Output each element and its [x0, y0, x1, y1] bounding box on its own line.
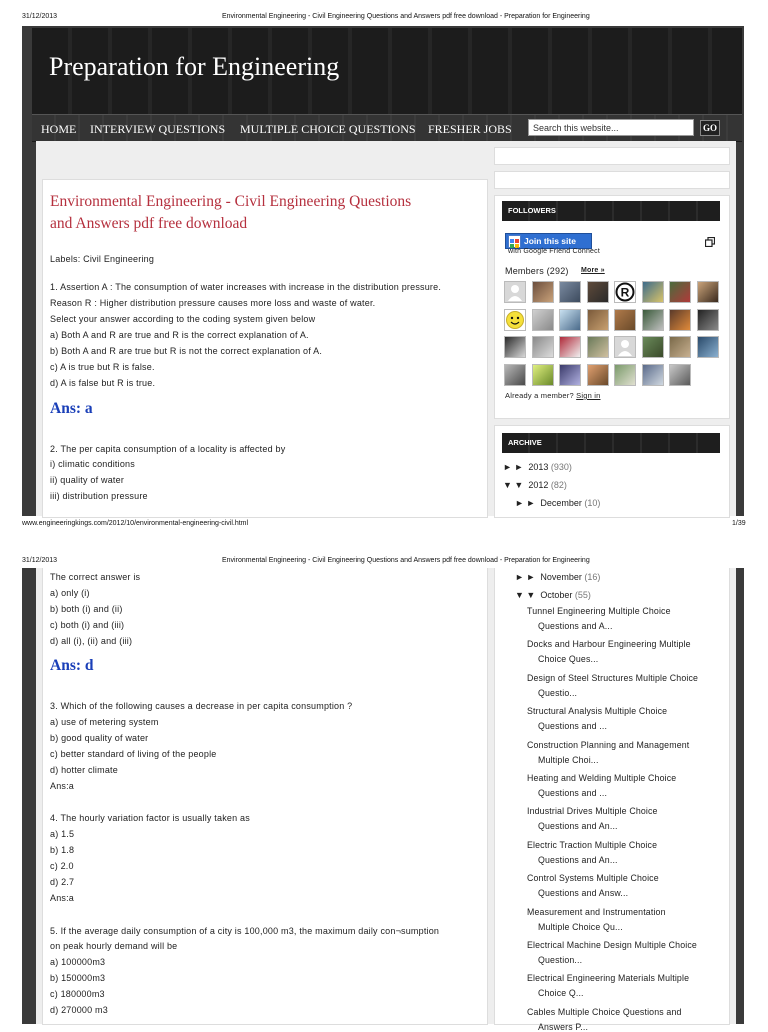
member-avatar[interactable]	[587, 336, 609, 358]
search-input[interactable]	[528, 119, 694, 136]
q5-option-b: b) 150000m3	[50, 973, 106, 983]
followers-widget	[494, 195, 730, 419]
q1-option-c: c) A is true but R is false.	[50, 362, 155, 372]
post-title-line-2: and Answers pdf free download	[50, 215, 248, 232]
archive-month-label[interactable]: December	[540, 498, 582, 508]
q2-question: 2. The per capita consumption of a locality is affected by	[50, 444, 286, 454]
archive-post-link-continued[interactable]: Choice Q...	[538, 988, 584, 999]
q4-option-a: a) 1.5	[50, 829, 75, 839]
archive-year-label[interactable]: 2012	[528, 480, 549, 490]
member-avatar[interactable]	[614, 309, 636, 331]
q1-option-a: a) Both A and R are true and R is the correct explanation of A.	[50, 330, 309, 340]
archive-post-link-continued[interactable]: Multiple Choi...	[538, 754, 599, 765]
q5-option-c: c) 180000m3	[50, 989, 105, 999]
archive-title: ARCHIVE	[502, 433, 720, 453]
member-avatar[interactable]	[504, 309, 526, 331]
member-avatar[interactable]	[532, 336, 554, 358]
archive-month-count: (16)	[584, 572, 601, 582]
print-footer-page: 1/39	[732, 520, 746, 527]
q4-option-c: c) 2.0	[50, 861, 74, 871]
archive-post-link[interactable]: Construction Planning and Management	[527, 739, 690, 750]
q3-answer: Ans:a	[50, 781, 75, 791]
member-avatar[interactable]	[669, 309, 691, 331]
already-member	[505, 391, 600, 400]
go-button[interactable]: GO	[700, 120, 720, 136]
archive-post-link-continued[interactable]: Questions and ...	[538, 788, 608, 798]
q3-question: 3. Which of the following causes a decrease in per capita consumption ?	[50, 701, 353, 711]
q2-item-ii: ii) quality of water	[50, 475, 125, 485]
q4-option-b: b) 1.8	[50, 845, 75, 855]
print-date: 31/12/2013	[22, 13, 58, 20]
archive-post-link-continued[interactable]: Choice Ques...	[538, 654, 599, 665]
archive-year-count: (82)	[550, 480, 567, 490]
archive-post-link[interactable]: Industrial Drives Multiple Choice	[527, 806, 658, 817]
member-avatar[interactable]	[532, 281, 554, 303]
nav-fresher-jobs[interactable]: FRESHER JOBS	[428, 122, 512, 136]
q2-answer: Ans: d	[50, 657, 94, 674]
svg-text:R: R	[620, 285, 630, 300]
archive-month-count: (55)	[574, 590, 591, 600]
post-title-line-1: Environmental Engineering - Civil Engineering Questions	[50, 193, 412, 210]
member-avatar[interactable]	[504, 281, 526, 303]
already-member-text: Already a member?	[505, 391, 577, 400]
print-title-p2: Environmental Engineering - Civil Engineering Questions and Answers pdf free download - Preparation for Engineering	[222, 557, 590, 564]
q2-option-b: b) both (i) and (ii)	[50, 604, 123, 614]
archive-year-label[interactable]: 2013	[528, 462, 549, 472]
q3-option-c: c) better standard of living of the people	[50, 749, 217, 759]
collapse-arrow-icon: ► ►	[515, 572, 536, 582]
q1-answer: Ans: a	[50, 400, 93, 417]
q2-correct-answer-prompt: The correct answer is	[50, 572, 141, 582]
nav-interview-questions[interactable]: INTERVIEW QUESTIONS	[90, 122, 226, 136]
archive-post-link-continued[interactable]: Questions and ...	[538, 721, 608, 732]
member-avatar[interactable]	[587, 364, 609, 386]
q1-option-b: b) Both A and R are true but R is not the correct explanation of A.	[50, 346, 323, 356]
print-title: Environmental Engineering - Civil Engineering Questions and Answers pdf free download - Preparation for Engineering	[222, 13, 590, 20]
archive-month-december[interactable]	[515, 498, 600, 508]
archive-post-link[interactable]: Structural Analysis Multiple Choice	[527, 706, 668, 717]
q1-reason: Reason R : Higher distribution pressure causes more loss and waste of water.	[50, 298, 376, 308]
labels-prefix: Labels:	[50, 254, 84, 264]
archive-year-count: (930)	[550, 462, 572, 472]
q3-option-a: a) use of metering system	[50, 717, 159, 727]
member-avatar[interactable]	[614, 364, 636, 386]
print-footer-url: www.engineeringkings.com/2012/10/environmental-engineering-civil.html	[22, 520, 249, 527]
post-title[interactable]	[50, 191, 480, 235]
archive-post-link-continued[interactable]: Questio...	[538, 687, 578, 698]
archive-month-count: (10)	[584, 498, 601, 508]
archive-post-link[interactable]: Electrical Machine Design Multiple Choice	[527, 940, 697, 950]
member-avatar[interactable]	[669, 336, 691, 358]
archive-month-november[interactable]	[515, 572, 600, 582]
archive-post-link-continued[interactable]: Question...	[538, 955, 583, 965]
search-placeholder: Search this website...	[533, 123, 619, 133]
more-members-link[interactable]: More »	[581, 267, 605, 274]
site-header	[32, 28, 742, 114]
collapse-arrow-icon: ► ►	[503, 462, 524, 472]
q1-assertion: 1. Assertion A : The consumption of water increases with increase in the distribution pressure.	[50, 282, 442, 292]
q2-option-c: c) both (i) and (iii)	[50, 620, 125, 630]
members-count: Members (292)	[505, 266, 569, 276]
expand-icon[interactable]	[705, 234, 715, 244]
member-avatar[interactable]	[697, 309, 719, 331]
q4-option-d: d) 2.7	[50, 877, 75, 887]
member-avatar[interactable]	[504, 364, 526, 386]
member-avatar[interactable]	[504, 336, 526, 358]
archive-post-link-continued[interactable]: Questions and Answ...	[538, 888, 629, 899]
q3-option-b: b) good quality of water	[50, 733, 149, 743]
site-title[interactable]: Preparation for Engineering	[49, 52, 340, 81]
nav-bar	[32, 114, 742, 142]
member-avatar[interactable]	[642, 281, 664, 303]
archive-post-link[interactable]: Heating and Welding Multiple Choice	[527, 773, 677, 783]
archive-post-link-continued[interactable]: Questions and An...	[538, 854, 618, 865]
archive-post-link[interactable]: Docks and Harbour Engineering Multiple	[527, 639, 691, 650]
collapse-arrow-icon: ► ►	[515, 498, 536, 508]
q5-option-a: a) 100000m3	[50, 957, 106, 967]
member-avatar[interactable]	[559, 364, 581, 386]
q1-instruction: Select your answer according to the coding system given below	[50, 314, 316, 324]
archive-post-link-continued[interactable]: Questions and A...	[538, 621, 613, 631]
archive-post-link[interactable]: Electric Traction Multiple Choice	[527, 839, 658, 850]
post-labels	[50, 254, 154, 264]
member-avatar[interactable]	[587, 309, 609, 331]
archive-post-link-continued[interactable]: Answers P...	[538, 1021, 589, 1032]
q2-option-d: d) all (i), (ii) and (iii)	[50, 636, 133, 646]
sign-in-link[interactable]: Sign in	[576, 391, 601, 400]
archive-post-link[interactable]: Electrical Engineering Materials Multiple	[527, 973, 690, 984]
print-date-p2: 31/12/2013	[22, 557, 58, 564]
archive-post-link[interactable]: Measurement and Instrumentation	[527, 906, 666, 917]
q5-question-line-2: on peak hourly demand will be	[50, 941, 178, 951]
archive-post-link[interactable]: Tunnel Engineering Multiple Choice	[527, 606, 671, 616]
nav-home[interactable]: HOME	[41, 122, 77, 136]
member-avatar[interactable]	[642, 309, 664, 331]
member-avatar[interactable]	[669, 281, 691, 303]
expand-arrow-icon: ▼ ▼	[515, 590, 536, 600]
q5-question-line-1: 5. If the average daily consumption of a city is 100,000 m3, the maximum daily con¬sumption	[50, 926, 440, 936]
google-friend-connect-icon	[508, 235, 521, 248]
archive-month-label[interactable]: November	[540, 572, 582, 582]
q4-answer: Ans:a	[50, 893, 75, 903]
archive-post-link[interactable]: Design of Steel Structures Multiple Choice	[527, 672, 699, 683]
archive-month-label[interactable]: October	[540, 590, 573, 600]
q1-option-d: d) A is false but R is true.	[50, 378, 156, 388]
nav-multiple-choice-questions[interactable]: MULTIPLE CHOICE QUESTIONS	[240, 122, 416, 136]
archive-widget-p2	[494, 568, 730, 1025]
member-avatar[interactable]	[642, 364, 664, 386]
member-avatar[interactable]	[559, 336, 581, 358]
q5-option-d: d) 270000 m3	[50, 1005, 108, 1015]
expand-arrow-icon: ▼ ▼	[503, 480, 524, 490]
member-avatar[interactable]	[642, 336, 664, 358]
q2-option-a: a) only (i)	[50, 588, 90, 598]
member-avatar[interactable]	[532, 309, 554, 331]
sidebar-blank-widget-2	[494, 171, 730, 189]
q2-item-iii: iii) distribution pressure	[50, 491, 148, 501]
sidebar-blank-widget-1	[494, 147, 730, 165]
join-site-label: Join this site	[524, 236, 576, 246]
label-civil-engineering[interactable]: Civil Engineering	[83, 254, 155, 264]
q4-question: 4. The hourly variation factor is usually taken as	[50, 813, 250, 823]
member-avatar[interactable]	[532, 364, 554, 386]
archive-post-link-continued[interactable]: Multiple Choice Qu...	[538, 921, 623, 932]
q3-option-d: d) hotter climate	[50, 765, 118, 775]
archive-post-link[interactable]: Cables Multiple Choice Questions and	[527, 1006, 682, 1017]
q2-item-i: i) climatic conditions	[50, 459, 135, 469]
archive-post-link[interactable]: Control Systems Multiple Choice	[527, 873, 659, 884]
gfc-caption: with Google Friend Connect	[508, 248, 600, 255]
member-avatar[interactable]	[559, 281, 581, 303]
member-avatar[interactable]	[669, 364, 691, 386]
archive-month-october[interactable]	[515, 590, 591, 600]
archive-post-link-continued[interactable]: Questions and An...	[538, 821, 618, 832]
member-avatar[interactable]	[614, 281, 636, 303]
member-avatar[interactable]	[614, 336, 636, 358]
member-avatar[interactable]	[697, 336, 719, 358]
archive-year-2012[interactable]	[503, 480, 567, 490]
member-avatar[interactable]	[587, 281, 609, 303]
page-break	[0, 532, 768, 546]
member-avatar[interactable]	[559, 309, 581, 331]
followers-title: FOLLOWERS	[502, 201, 720, 221]
archive-year-2013[interactable]	[503, 462, 572, 472]
member-avatar[interactable]	[697, 281, 719, 303]
